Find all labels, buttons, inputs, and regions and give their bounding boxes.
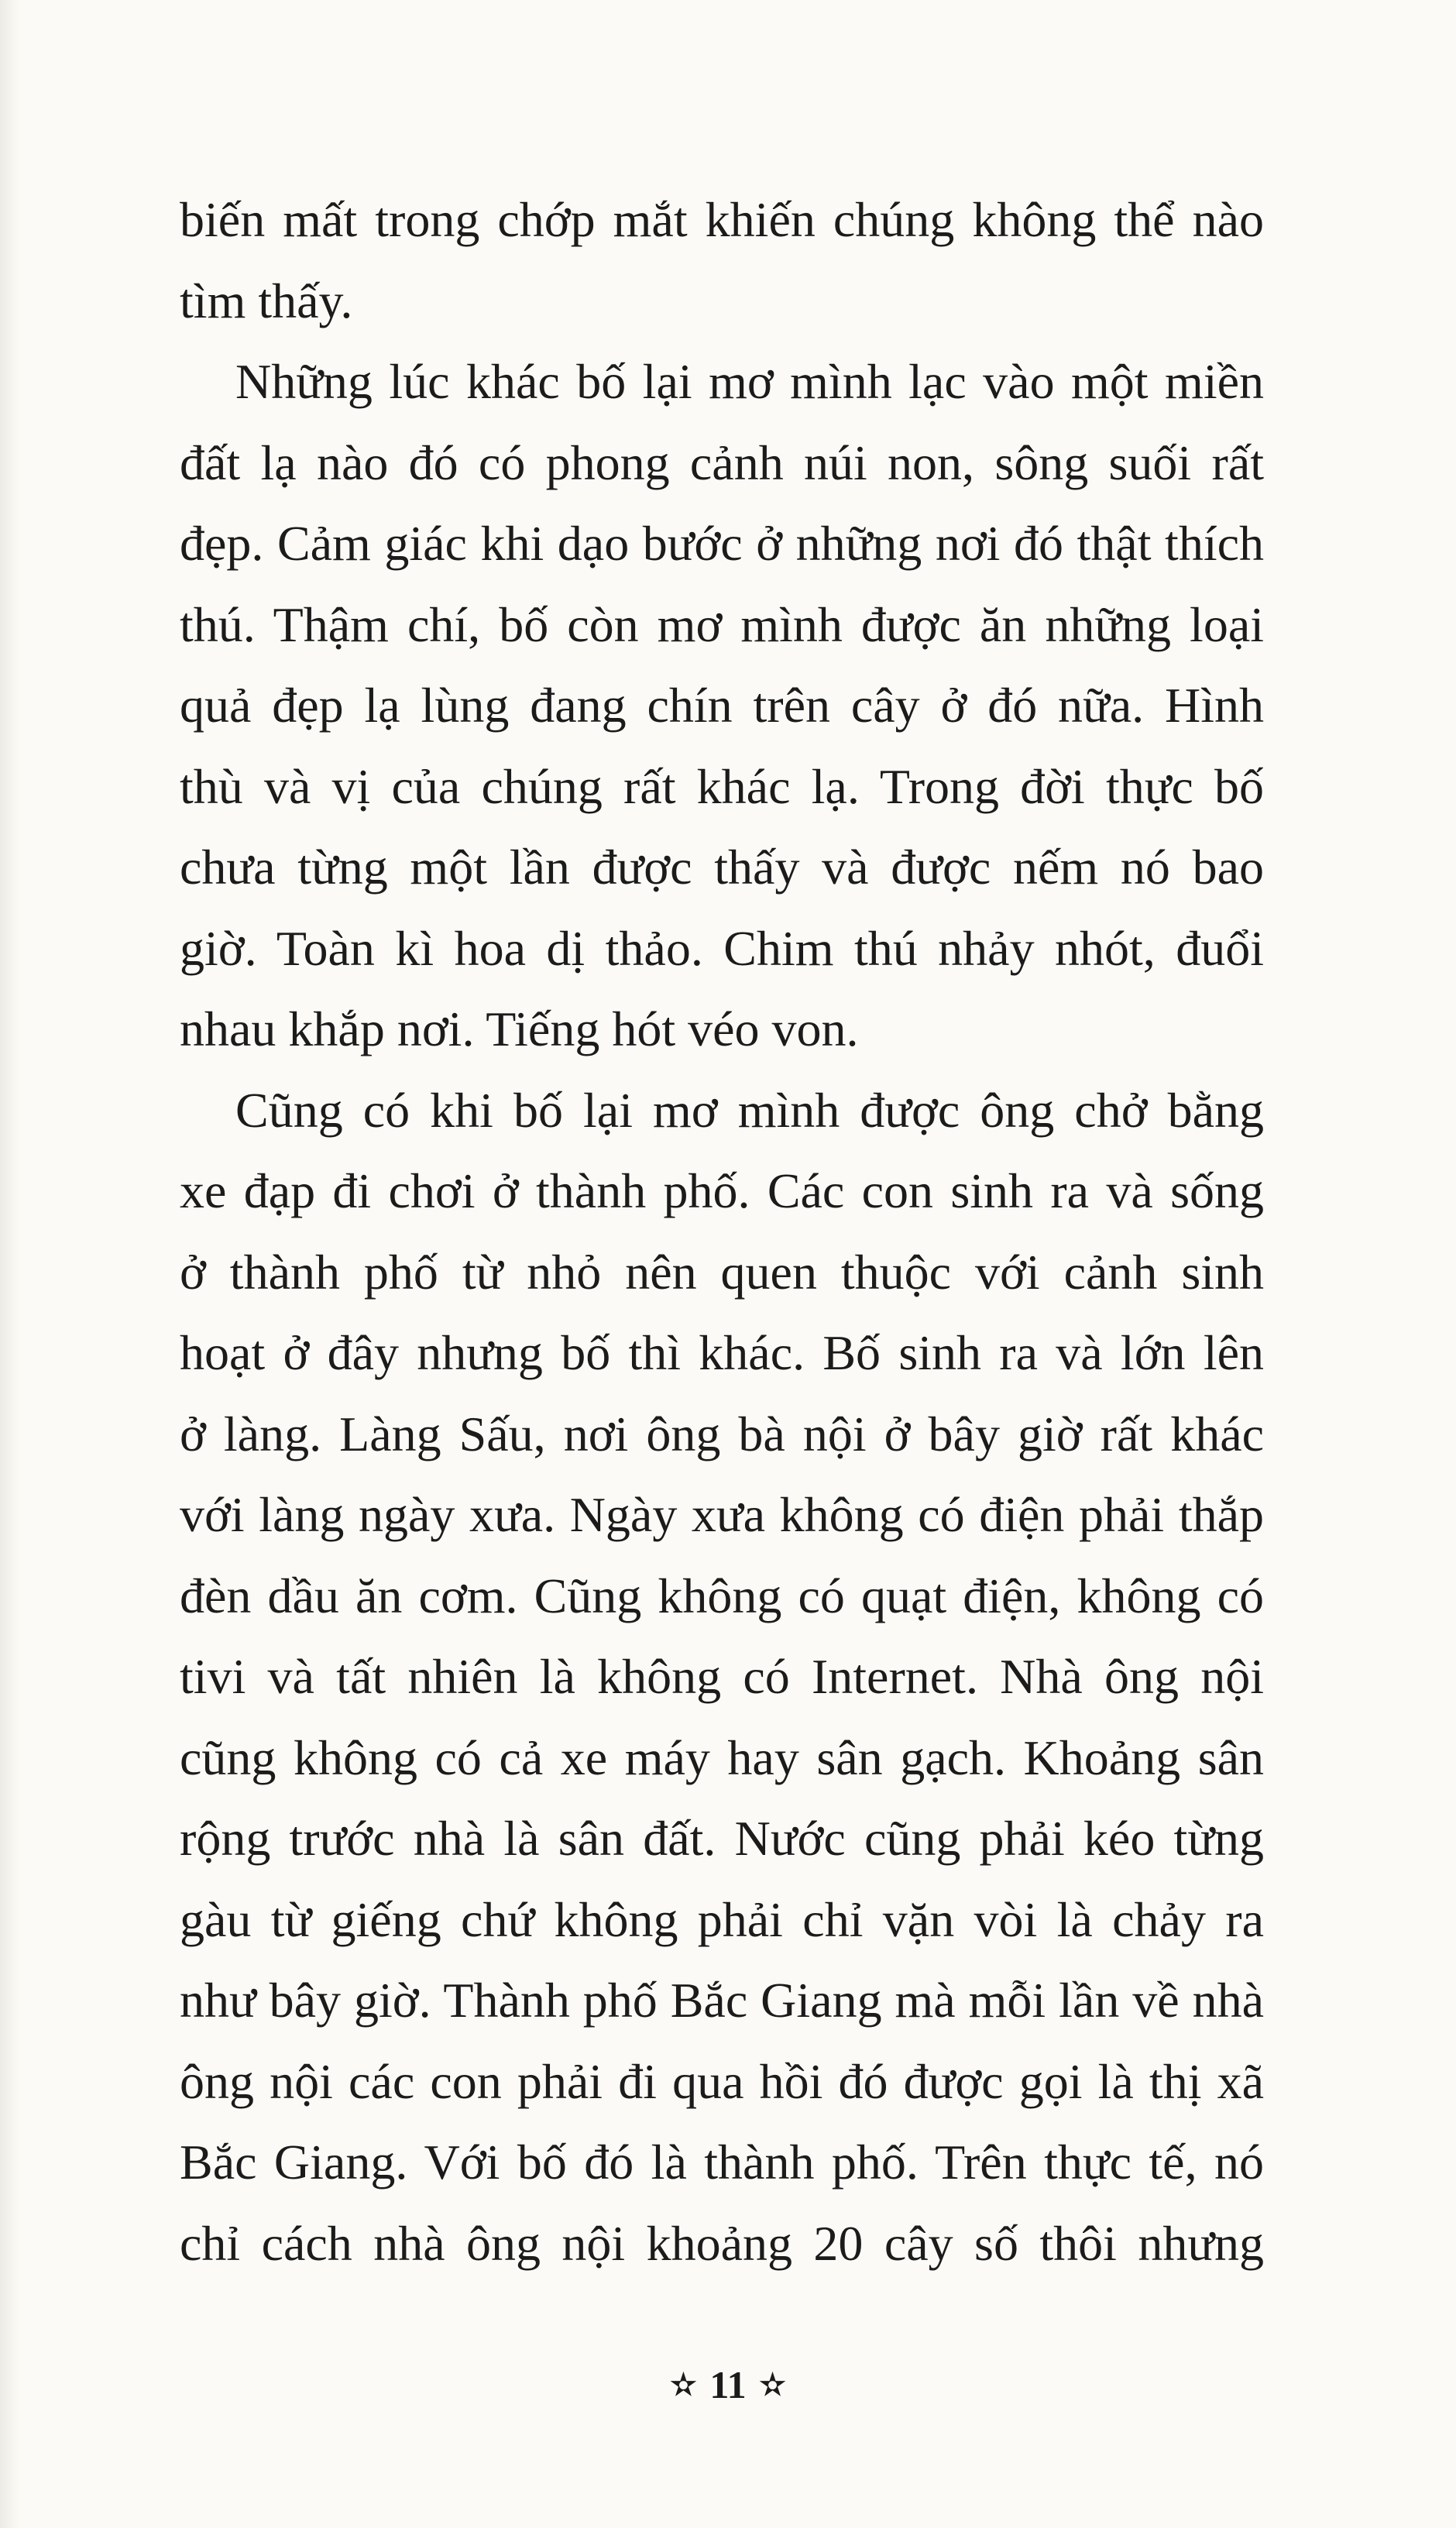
text-line: chưa từng một lần được thấy và được nếm nó bao: [180, 840, 1264, 895]
text-line: với làng ngày xưa. Ngày xưa không có điện phải thắp: [180, 1487, 1264, 1542]
text-line: rộng trước nhà là sân đất. Nước cũng phải kéo từng: [180, 1811, 1264, 1866]
page-footer: [0, 2362, 1456, 2407]
text-line: gàu từ giếng chứ không phải chỉ vặn vòi là chảy ra: [180, 1891, 1264, 1947]
text-line: tivi và tất nhiên là không có Internet. Nhà ông nội: [180, 1649, 1264, 1704]
page-number: 11: [709, 2363, 747, 2406]
star-ornament-right-icon: ✫: [760, 2369, 785, 2402]
text-line: Những lúc khác bố lại mơ mình lạc vào một miền: [235, 354, 1264, 409]
text-line: ở làng. Làng Sấu, nơi ông bà nội ở bây giờ rất khác: [180, 1406, 1264, 1462]
text-line: quả đẹp lạ lùng đang chín trên cây ở đó nữa. Hình: [180, 678, 1264, 733]
text-line: đẹp. Cảm giác khi dạo bước ở những nơi đó thật thích: [180, 516, 1264, 571]
text-line: Cũng có khi bố lại mơ mình được ông chở bằng: [235, 1082, 1264, 1138]
text-line: xe đạp đi chơi ở thành phố. Các con sinh ra và sống: [180, 1163, 1264, 1218]
star-ornament-left-icon: ✫: [671, 2369, 696, 2402]
text-line: Bắc Giang. Với bố đó là thành phố. Trên thực tế, nó: [180, 2135, 1264, 2190]
text-line: hoạt ở đây nhưng bố thì khác. Bố sinh ra và lớn lên: [180, 1325, 1264, 1380]
text-line: thú. Thậm chí, bố còn mơ mình được ăn những loại: [180, 596, 1264, 652]
text-line: nhau khắp nơi. Tiếng hót véo von.: [180, 1001, 859, 1056]
text-line: đất lạ nào đó có phong cảnh núi non, sông suối rất: [180, 434, 1264, 490]
text-line: đèn dầu ăn cơm. Cũng không có quạt điện, không có: [180, 1568, 1264, 1623]
text-line: giờ. Toàn kì hoa dị thảo. Chim thú nhảy nhót, đuổi: [180, 920, 1264, 976]
text-line: ông nội các con phải đi qua hồi đó được gọi là thị xã: [180, 2053, 1264, 2109]
body-text: [180, 180, 1264, 2284]
text-line: như bây giờ. Thành phố Bắc Giang mà mỗi lần về nhà: [180, 1973, 1264, 2028]
text-line: chỉ cách nhà ông nội khoảng 20 cây số thôi nhưng: [180, 2215, 1264, 2271]
text-line: biến mất trong chớp mắt khiến chúng không thể nào: [180, 192, 1264, 247]
text-line: cũng không có cả xe máy hay sân gạch. Khoảng sân: [180, 1729, 1264, 1785]
text-line: thù và vị của chúng rất khác lạ. Trong đời thực bố: [180, 758, 1264, 814]
text-line: tìm thấy.: [180, 273, 353, 328]
text-line: ở thành phố từ nhỏ nên quen thuộc với cảnh sinh: [180, 1244, 1264, 1300]
page-edge: [0, 0, 20, 2528]
